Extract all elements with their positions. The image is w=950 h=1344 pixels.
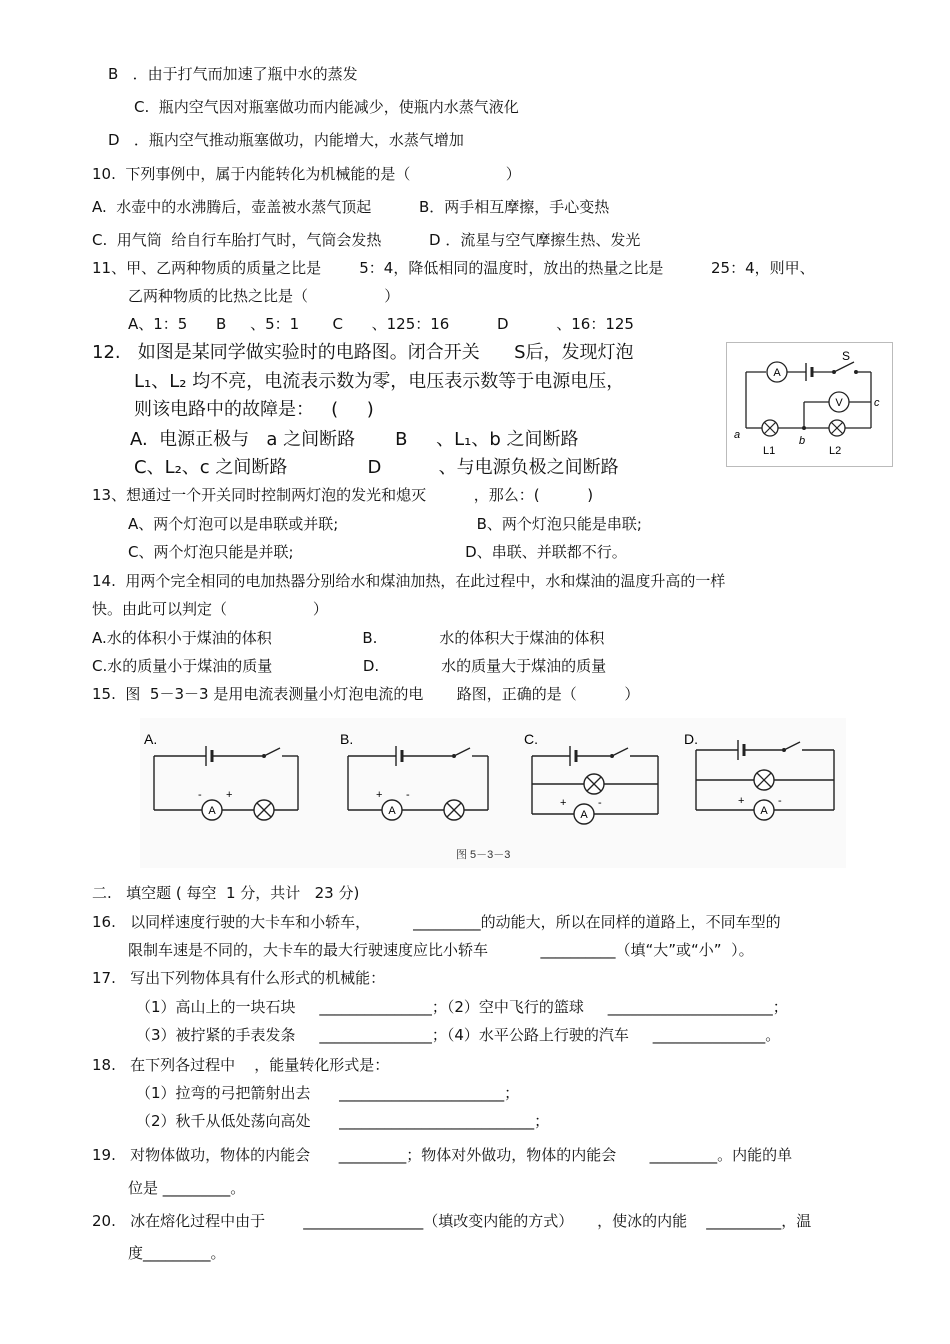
q12-stem-line3: 则该电路中的故障是： ( )	[134, 399, 374, 420]
q13-options-cd: C、两个灯泡只能是并联; D、串联、并联都不行。	[128, 543, 627, 561]
svg-text:V: V	[835, 397, 843, 409]
svg-text:c: c	[874, 397, 880, 409]
q16-line2: 限制车速是不同的，大卡车的最大行驶速度应比小轿车 __________（填“大”或“小” ）。	[128, 941, 754, 959]
q10-options-cd: C. 用气筒 给自行车胎打气时，气筒会发热 D ．流星与空气摩擦生热、发光	[92, 231, 641, 249]
q16-line1: 16. 以同样速度行驶的大卡车和小轿车， _________的动能大，所以在同样的道路上，不同车型的	[92, 913, 781, 931]
q15-circuit-figures	[140, 718, 846, 868]
svg-text:+: +	[226, 789, 233, 801]
q10-options-ab: A. 水壶中的水沸腾后，壶盖被水蒸气顶起 B．两手相互摩擦，手心变热	[92, 198, 610, 216]
svg-text:A: A	[388, 805, 396, 817]
svg-text:A.: A.	[144, 731, 158, 747]
switch-symbol	[834, 362, 854, 372]
svg-text:A: A	[760, 805, 768, 817]
svg-text:-: -	[778, 795, 782, 807]
svg-text:-: -	[598, 797, 602, 809]
q13-stem: 13、想通过一个开关同时控制两灯泡的发光和熄灭 ，那么：( )	[92, 486, 594, 504]
q10-stem: 10. 下列事例中，属于内能转化为机械能的是（ ）	[92, 165, 521, 183]
svg-text:A: A	[580, 809, 588, 821]
q11-stem-line1: 11、甲、乙两种物质的质量之比是 5：4，降低相同的温度时，放出的热量之比是 25：4，则甲、	[92, 259, 815, 277]
q12-stem-line2: L₁、L₂ 均不亮，电流表示数为零，电压表示数等于电源电压，	[134, 371, 625, 392]
q18-line1: （1）拉弯的弓把箭射出去 ______________________；	[136, 1084, 520, 1102]
q9-option-b: B ．由于打气而加速了瓶中水的蒸发	[108, 65, 358, 83]
svg-text:D.: D.	[684, 731, 698, 747]
svg-text:L2: L2	[829, 445, 842, 457]
q12-circuit-diagram	[726, 342, 894, 468]
q11-stem-line2: 乙两种物质的比热之比是（ ）	[128, 287, 400, 305]
svg-text:+: +	[738, 795, 745, 807]
q15-stem: 15. 图 5－3－3 是用电流表测量小灯泡电流的电 路图，正确的是（ ）	[92, 685, 640, 703]
svg-text:b: b	[799, 435, 806, 447]
q20-line2: 度_________。	[128, 1244, 226, 1262]
q14-stem-line1: 14. 用两个完全相同的电加热器分别给水和煤油加热，在此过程中，水和煤油的温度升高的一样	[92, 572, 726, 590]
q11-options: A、1：5 B 、5：1 C 、125：16 D 、16：125	[128, 315, 634, 333]
svg-text:-: -	[406, 789, 410, 801]
svg-text:A: A	[773, 367, 781, 379]
svg-text:C.: C.	[524, 731, 538, 747]
svg-text:+: +	[560, 797, 567, 809]
q17-line1: （1）高山上的一块石块 _______________；（2）空中飞行的篮球 ______________________；	[136, 998, 788, 1016]
figure-caption: 图 5－3－3	[456, 849, 511, 861]
q18-line2: （2）秋千从低处荡向高处 __________________________；	[136, 1112, 550, 1130]
q18-stem: 18. 在下列各过程中 ，能量转化形式是：	[92, 1056, 390, 1074]
q12-options-ab: A. 电源正极与 a 之间断路 B 、L₁、b 之间断路	[130, 429, 579, 450]
svg-text:a: a	[734, 429, 741, 441]
q13-options-ab: A、两个灯泡可以是串联或并联; B、两个灯泡只能是串联;	[128, 515, 642, 533]
svg-text:L1: L1	[763, 445, 776, 457]
svg-text:B.: B.	[340, 731, 354, 747]
q19-line2: 位是 _________。	[128, 1179, 246, 1197]
q9-option-c: C. 瓶内空气因对瓶塞做功而内能减少，使瓶内水蒸气液化	[134, 98, 519, 116]
q17-stem: 17. 写出下列物体具有什么形式的机械能：	[92, 969, 386, 987]
svg-text:+: +	[376, 789, 383, 801]
q20-line1: 20. 冰在熔化过程中由于 ________________（填改变内能的方式） ，使冰的内能 __________，温	[92, 1212, 812, 1230]
q17-line2: （3）被拧紧的手表发条 _______________；（4）水平公路上行驶的汽车 _______________。	[136, 1026, 781, 1044]
svg-text:S: S	[842, 349, 851, 363]
q9-option-d: D ．瓶内空气推动瓶塞做功，内能增大，水蒸气增加	[108, 131, 464, 149]
q19-line1: 19. 对物体做功，物体的内能会 _________；物体对外做功，物体的内能会 _________。内能的单	[92, 1146, 793, 1164]
q12-stem-line1: 12. 如图是某同学做实验时的电路图。闭合开关 S后，发现灯泡	[92, 342, 634, 363]
q14-options-ab: A.水的体积小于煤油的体积 B. 水的体积大于煤油的体积	[92, 629, 605, 647]
svg-text:A: A	[208, 805, 216, 817]
q14-options-cd: C.水的质量小于煤油的质量 D. 水的质量大于煤油的质量	[92, 657, 607, 675]
svg-text:-: -	[198, 789, 202, 801]
q12-options-cd: C、L₂、c 之间断路 D 、与电源负极之间断路	[134, 457, 619, 478]
section-2-heading: 二. 填空题 ( 每空 1 分，共计 23 分)	[92, 884, 360, 902]
q14-stem-line2: 快。由此可以判定（ ）	[92, 600, 328, 618]
